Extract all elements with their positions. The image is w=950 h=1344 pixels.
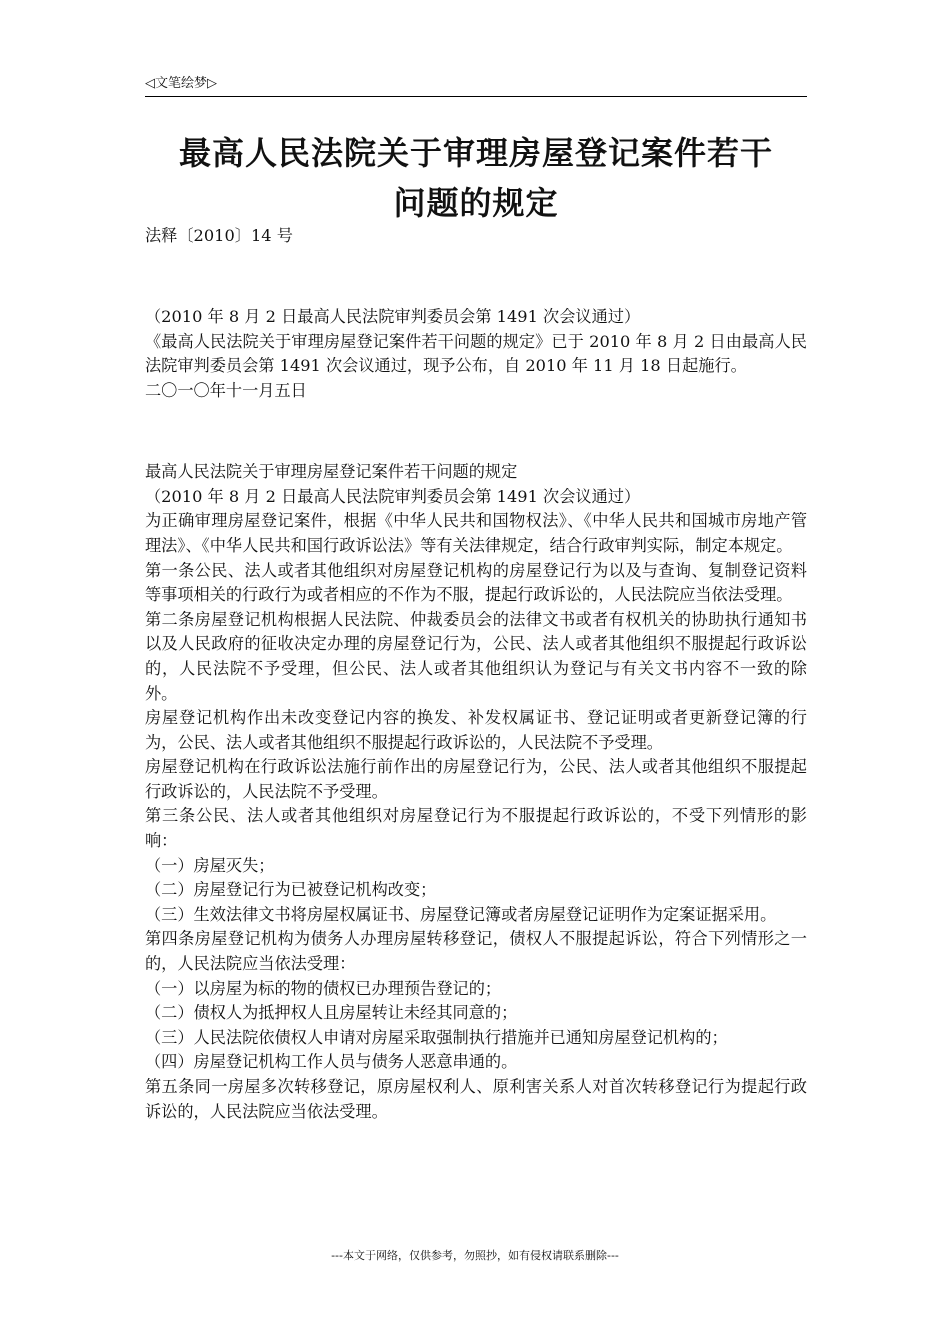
blank-line <box>145 265 807 290</box>
title-line-2: 问题的规定 <box>393 184 559 222</box>
paragraph: （2010 年 8 月 2 日最高人民法院审判委员会第 1491 次会议通过） <box>145 307 641 327</box>
blank-line <box>145 420 807 445</box>
title-line-1: 最高人民法院关于审理房屋登记案件若干 <box>178 134 773 172</box>
paragraph: 第二条房屋登记机构根据人民法院、仲裁委员会的法律文书或者有权机关的协助执行通知书以及人民政府的征收决定办理的房屋登记行为，公民、法人或者其他组织不服提起行政诉讼的，人民法院不予受理，但公民、法人或者其他组织认为登记与有关文书内容不一致的除外。 <box>145 609 807 703</box>
paragraph: 法释〔2010〕14 号 <box>145 226 293 245</box>
paragraph: （一）房屋灭失； <box>145 855 275 875</box>
paragraph: （2010 年 8 月 2 日最高人民法院审判委员会第 1491 次会议通过） <box>145 486 641 506</box>
paragraph: 第四条房屋登记机构为债务人办理房屋转移登记，债权人不服提起诉讼，符合下列情形之一的，人民法院应当依法受理： <box>145 929 807 974</box>
document-title <box>145 128 807 228</box>
paragraph: 为正确审理房屋登记案件，根据《中华人民共和国物权法》、《中华人民共和国城市房地产管理法》、《中华人民共和国行政诉讼法》等有关法律规定，结合行政审判实际，制定本规定。 <box>145 511 807 555</box>
paragraph: 最高人民法院关于审理房屋登记案件若干问题的规定 <box>145 462 518 482</box>
paragraph: 二〇一〇年十一月五日 <box>145 380 307 400</box>
paragraph: （二）房屋登记行为已被登记机构改变； <box>145 880 437 900</box>
paragraph: 房屋登记机构在行政诉讼法施行前作出的房屋登记行为，公民、法人或者其他组织不服提起行政诉讼的，人民法院不予受理。 <box>145 757 807 801</box>
paragraph: （三）生效法律文书将房屋权属证书、房屋登记簿或者房屋登记证明作为定案证据采用。 <box>145 904 777 924</box>
paragraph: （三）人民法院依债权人申请对房屋采取强制执行措施并已通知房屋登记机构的； <box>145 1027 728 1047</box>
paragraph: 《最高人民法院关于审理房屋登记案件若干问题的规定》已于 2010 年 8 月 2 日由最高人民法院审判委员会第 1491 次会议通过，现予公布，自 2010 年 11 月 18 日起施行。 <box>145 331 807 376</box>
paragraph: 房屋登记机构作出未改变登记内容的换发、补发权属证书、登记证明或者更新登记簿的行为，公民、法人或者其他组织不服提起行政诉讼的，人民法院不予受理。 <box>145 708 807 752</box>
page-header: ◁文笔绘梦▷ <box>145 74 807 97</box>
paragraph: 第一条公民、法人或者其他组织对房屋登记机构的房屋登记行为以及与查询、复制登记资料等事项相关的行政行为或者相应的不作为不服，提起行政诉讼的，人民法院应当依法受理。 <box>145 560 807 605</box>
paragraph: 第三条公民、法人或者其他组织对房屋登记行为不服提起行政诉讼的，不受下列情形的影响： <box>145 806 807 851</box>
paragraph: （二）债权人为抵押权人且房屋转让未经其同意的； <box>145 1003 518 1023</box>
paragraph: （四）房屋登记机构工作人员与债务人恶意串通的。 <box>145 1052 518 1072</box>
paragraph: （一）以房屋为标的物的债权已办理预告登记的； <box>145 978 502 998</box>
paragraph: 第五条同一房屋多次转移登记，原房屋权利人、原利害关系人对首次转移登记行为提起行政诉讼的，人民法院应当依法受理。 <box>145 1077 807 1121</box>
document-body <box>145 224 807 1124</box>
page-footer: ---本文于网络，仅供参考，勿照抄，如有侵权请联系删除--- <box>331 1249 619 1262</box>
